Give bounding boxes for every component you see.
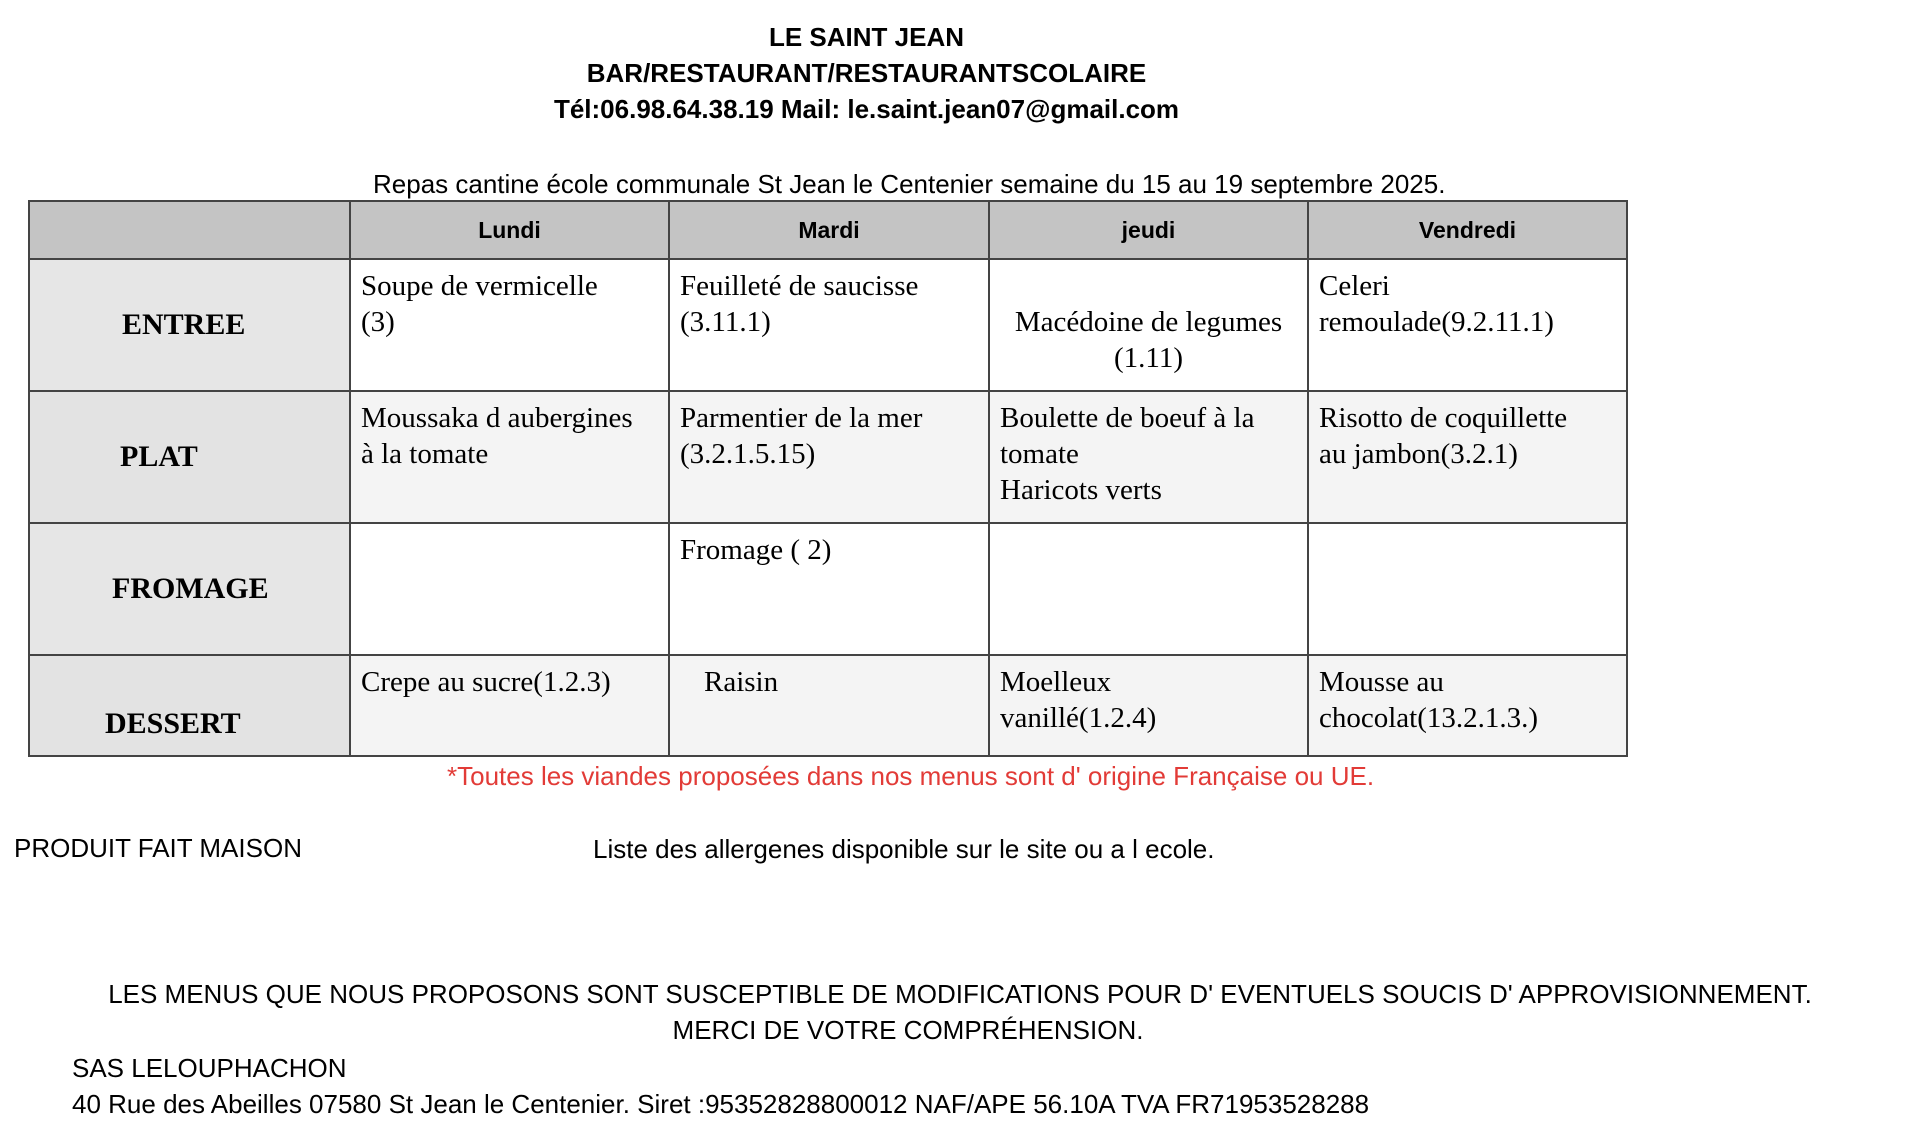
cell-fromage-jeudi (989, 523, 1308, 655)
day-header-vendredi: Vendredi (1308, 201, 1627, 259)
day-header-jeudi: jeudi (989, 201, 1308, 259)
restaurant-name: LE SAINT JEAN (768, 22, 965, 52)
menu-row-dessert (29, 655, 1627, 756)
company-address: 40 Rue des Abeilles 07580 St Jean le Centenier. Siret :95352828800012 NAF/APE 56.10A TVA FR71953528288 (72, 1089, 1370, 1119)
menu-subtitle: Repas cantine école communale St Jean le Centenier semaine du 15 au 19 septembre 2025. (373, 169, 1446, 199)
row-label-plat: PLAT (120, 440, 198, 474)
cell-plat-jeudi: Boulette de boeuf à la tomate Haricots verts (989, 391, 1308, 523)
cell-dessert-jeudi: Moelleux vanillé(1.2.4) (989, 655, 1308, 756)
row-label-dessert: DESSERT (105, 707, 241, 740)
cell-plat-mardi: Parmentier de la mer (3.2.1.5.15) (669, 391, 989, 523)
cell-entree-jeudi: Macédoine de legumes (1.11) (989, 259, 1308, 391)
row-label-fromage: FROMAGE (112, 572, 269, 606)
disclaimer: LES MENUS QUE NOUS PROPOSONS SONT SUSCEPTIBLE DE MODIFICATIONS POUR D' EVENTUELS SOUCIS D' APPROVISIONNEMENT. (108, 979, 1812, 1009)
meat-origin-note: *Toutes les viandes proposées dans nos menus sont d' origine Française ou UE. (447, 761, 1375, 791)
cell-dessert-lundi: Crepe au sucre(1.2.3) (350, 655, 669, 756)
row-label-entree: ENTREE (122, 308, 246, 342)
allergens-note: Liste des allergenes disponible sur le site ou a l ecole. (593, 834, 1215, 864)
menu-table (28, 200, 1628, 757)
day-header-lundi: Lundi (350, 201, 669, 259)
menu-header-row (29, 201, 1627, 259)
cell-plat-vendredi: Risotto de coquillette au jambon(3.2.1) (1308, 391, 1627, 523)
homemade-label: PRODUIT FAIT MAISON (14, 833, 302, 863)
menu-row-entree (29, 259, 1627, 391)
cell-dessert-mardi: Raisin (669, 655, 989, 756)
cell-entree-lundi: Soupe de vermicelle (3) (350, 259, 669, 391)
company-name: SAS LELOUPHACHON (72, 1053, 347, 1083)
corner-cell (29, 201, 350, 259)
cell-entree-mardi: Feuilleté de saucisse (3.11.1) (669, 259, 989, 391)
menu-row-fromage (29, 523, 1627, 655)
day-header-mardi: Mardi (669, 201, 989, 259)
menu-row-plat (29, 391, 1627, 523)
thanks-line: MERCI DE VOTRE COMPRÉHENSION. (672, 1015, 1144, 1045)
cell-fromage-vendredi (1308, 523, 1627, 655)
restaurant-contact: Tél:06.98.64.38.19 Mail: le.saint.jean07@gmail.com (553, 94, 1180, 124)
cell-fromage-lundi (350, 523, 669, 655)
cell-fromage-mardi: Fromage ( 2) (669, 523, 989, 655)
cell-entree-vendredi: Celeri remoulade(9.2.11.1) (1308, 259, 1627, 391)
cell-plat-lundi: Moussaka d aubergines à la tomate (350, 391, 669, 523)
cell-dessert-vendredi: Mousse au chocolat(13.2.1.3.) (1308, 655, 1627, 756)
restaurant-activity: BAR/RESTAURANT/RESTAURANTSCOLAIRE (586, 58, 1147, 88)
